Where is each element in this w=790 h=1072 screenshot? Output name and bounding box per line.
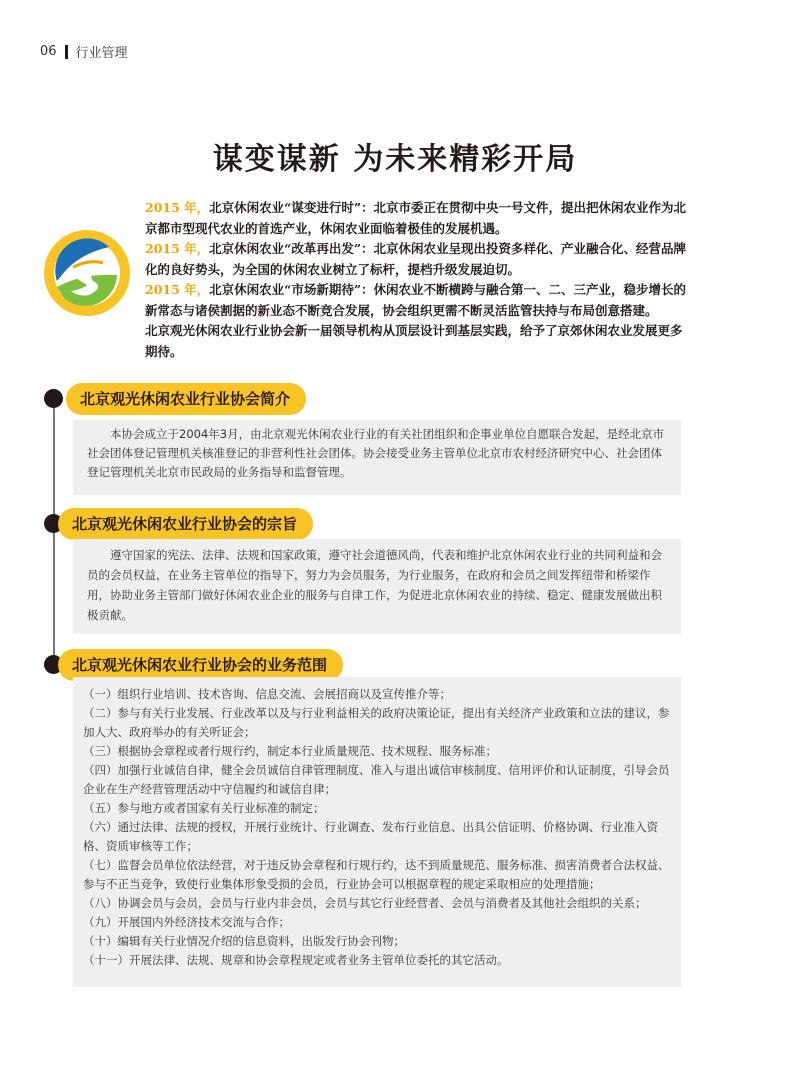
intro-text-span: 北京观光休闲农业行业协会新一届领导机构从顶层设计到基层实践，给予了京郊休闲农业发展更多期待。: [145, 323, 683, 359]
section-heading-purpose: [58, 508, 313, 540]
bullet-dot-icon: [44, 389, 63, 408]
intro-year: 2015 年，: [145, 282, 210, 297]
intro-paragraph: [145, 198, 690, 239]
intro-text-span: 北京休闲农业“改革再出发”：北京休闲农业呈现出投资多样化、产业融合化、经营品牌化的良好势头，为全国的休闲农业树立了标杆，提档升级发展迫切。: [145, 241, 687, 277]
scope-item: （十）编辑有关行业情况介绍的信息资料，出版发行协会刊物；: [83, 934, 405, 948]
section-heading-label: 北京观光休闲农业行业协会的宗旨: [58, 508, 313, 540]
section-heading-intro: [66, 383, 306, 415]
scope-item: （十一）开展法律、法规、规章和协会章程规定或者业务主管单位委托的其它活动。: [83, 953, 509, 967]
scope-item: （六）通过法律、法规的授权，开展行业统计、行业调查、发布行业信息、出具公信证明、价格协调、行业准入资格、资质审核等工作；: [83, 820, 658, 853]
scope-item: （三）根据协会章程或者行规行约，制定本行业质量规范、技术规程、服务标准；: [83, 744, 497, 758]
intro-paragraph: [145, 239, 690, 280]
header-divider: [65, 45, 68, 59]
section-panel-purpose: [73, 539, 681, 634]
scope-item: （八）协调会员与会员，会员与行业内非会员，会员与其它行业经营者、会员与消费者及其他社会组织的关系；: [83, 896, 647, 910]
section-heading-label: 北京观光休闲农业行业协会的业务范围: [58, 649, 343, 681]
intro-text-span: 北京休闲农业“谋变进行时”：北京市委正在贯彻中央一号文件，提出把休闲农业作为北京都市型现代农业的首选产业，休闲农业面临着极佳的发展机遇。: [145, 200, 687, 236]
association-logo-icon: [43, 229, 131, 317]
section-body: 本协会成立于2004年3月，由北京观光休闲农业行业的有关社团组织和企事业单位自愿联合发起，是经北京市社会团体登记管理机关核准登记的非营利性社会团体。协会接受业务主管单位北京市农村经济研究中心、社会团体登记管理机关北京市民政局的业务指导和监督管理。: [87, 427, 665, 479]
scope-item: （七）监督会员单位依法经营，对于违反协会章程和行规行约，达不到质量规范、服务标准、损害消费者合法权益、参与不正当竞争，致使行业集体形象受损的会员，行业协会可以根据章程的规定采取相应的处理措施；: [83, 858, 670, 891]
section-name: 行业管理: [75, 46, 128, 61]
intro-paragraph: [145, 321, 690, 362]
intro-paragraph: [145, 280, 690, 321]
scope-item: （五）参与地方或者国家有关行业标准的制定；: [83, 801, 325, 815]
intro-text-span: 北京休闲农业“市场新期待”：休闲农业不断横跨与融合第一、二、三产业，稳步增长的新常态与诸侯割据的新业态不断竞合发展，协会组织更需不断灵活监管扶持与布局创意搭建。: [145, 282, 687, 318]
section-panel-scope: [73, 677, 681, 987]
scope-item: （二）参与有关行业发展、行业改革以及与行业利益相关的政府决策论证，提出有关经济产业政策和立法的建议，参加人大、政府举办的有关听证会；: [83, 706, 670, 739]
scope-item: （九）开展国内外经济技术交流与合作；: [83, 915, 290, 929]
section-body: 遵守国家的宪法、法律、法规和国家政策，遵守社会道德风尚，代表和维护北京休闲农业行业的共同利益和会员的会员权益，在业务主管单位的指导下，努力为会员服务，为行业服务，在政府和会员之间发挥纽带和桥梁作用，协助业务主管部门做好休闲农业企业的服务与自律工作，为促进北京休闲农业的持续、稳定、健康发展做出积极贡献。: [87, 548, 662, 622]
section-panel-intro: [73, 420, 681, 495]
intro-year: 2015 年，: [145, 241, 210, 256]
intro-text: [145, 198, 690, 362]
section-heading-label: 北京观光休闲农业行业协会简介: [66, 383, 306, 415]
scope-item: （一）组织行业培训、技术咨询、信息交流、会展招商以及宣传推介等；: [83, 687, 451, 701]
page-header: [40, 42, 128, 61]
page-title: 谋变谋新 为未来精彩开局: [212, 142, 578, 177]
page-number: 06: [40, 44, 57, 59]
scope-item: （四）加强行业诚信自律，健全会员诚信自律管理制度、准入与退出诚信审核制度、信用评价和认证制度，引导会员企业在生产经营管理活动中守信履约和诚信自律；: [83, 763, 670, 796]
intro-year: 2015 年，: [145, 200, 210, 215]
